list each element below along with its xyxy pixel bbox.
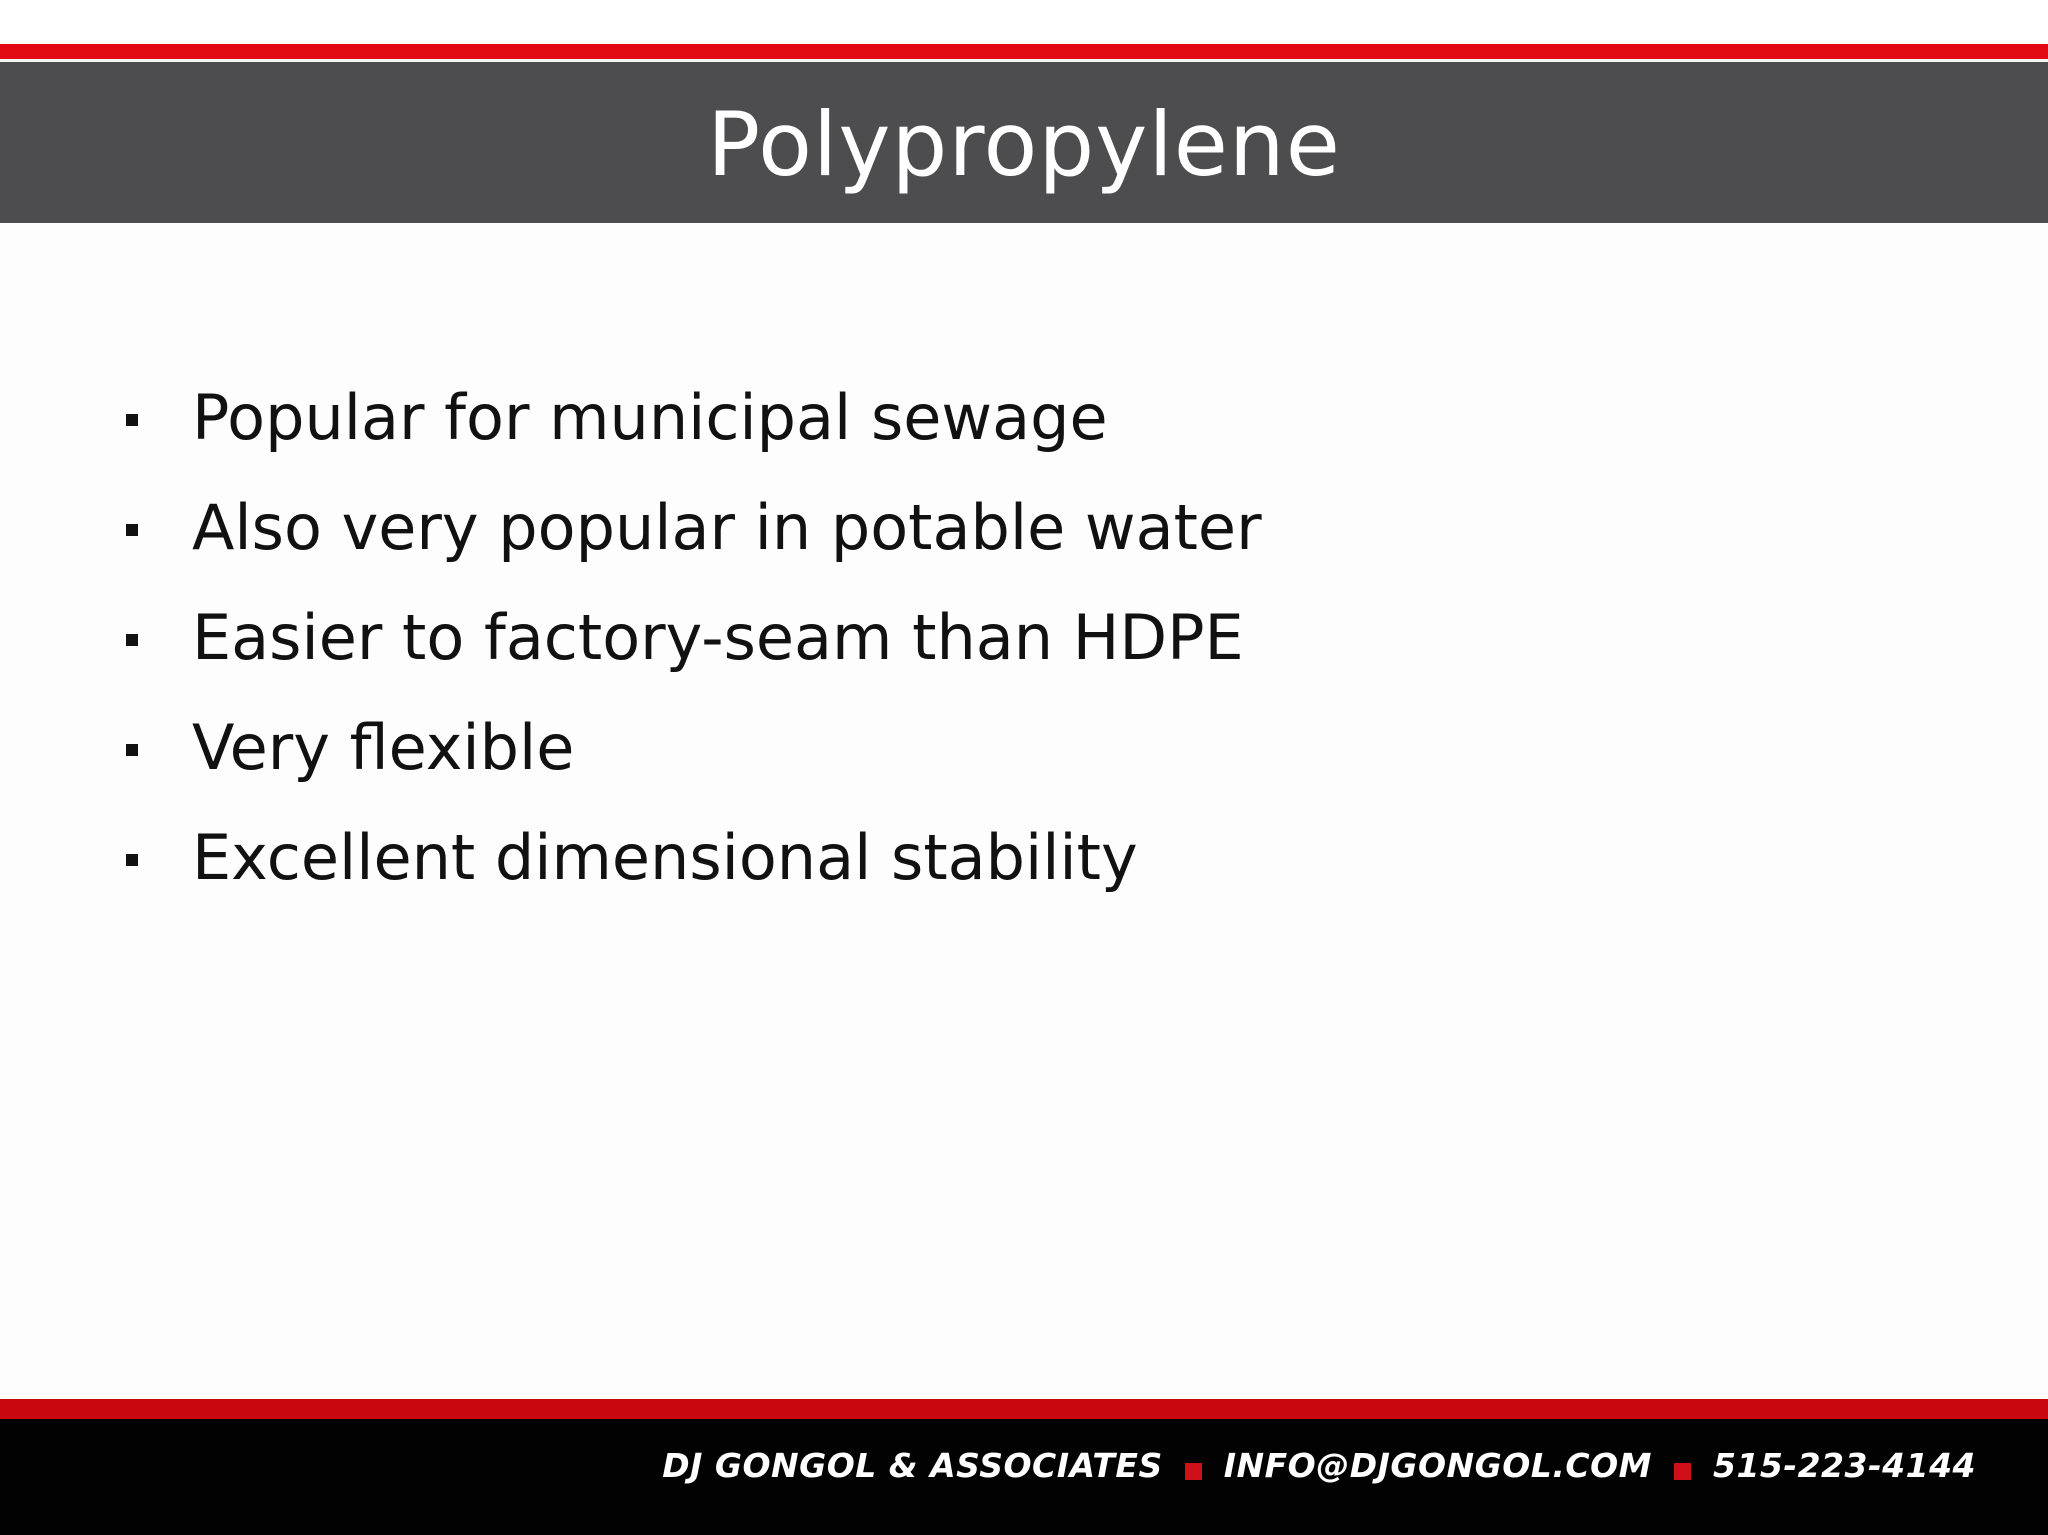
footer-company: DJ GONGOL & ASSOCIATES [662,1446,1163,1485]
red-square-separator-icon [1185,1463,1202,1480]
footer-red-stripe [0,1399,2048,1419]
square-bullet-icon [126,854,138,866]
top-red-stripe [0,44,2048,59]
footer-phone: 515-223-4144 [1712,1446,1976,1485]
red-square-separator-icon [1674,1463,1691,1480]
bullet-text: Very flexible [192,711,575,784]
bullet-text: Excellent dimensional stability [192,821,1138,894]
square-bullet-icon [126,414,138,426]
bullet-text: Also very popular in potable water [192,491,1262,564]
title-bar [0,62,2048,223]
footer-contact-info [662,1446,1976,1485]
square-bullet-icon [126,744,138,756]
bullet-text: Easier to factory-seam than HDPE [192,601,1244,674]
slide-title: Polypropylene [707,92,1341,196]
square-bullet-icon [126,524,138,536]
footer-bar [0,1419,2048,1535]
bullet-text: Popular for municipal sewage [192,381,1108,454]
footer-email: INFO@DJGONGOL.COM [1223,1446,1652,1485]
slide-content [0,223,2048,1399]
top-white-strip [0,0,2048,44]
square-bullet-icon [126,634,138,646]
